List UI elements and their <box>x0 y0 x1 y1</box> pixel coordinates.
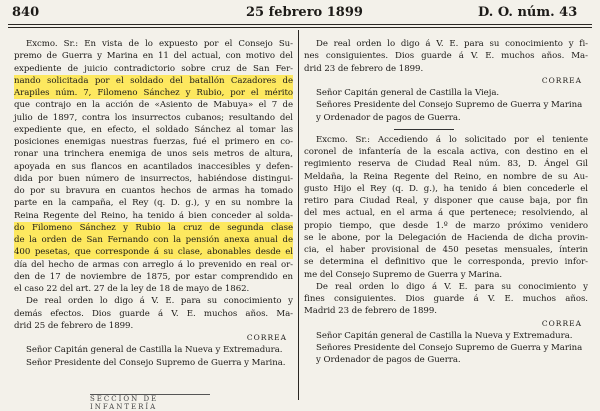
text-line: julio de 1897, contra los insurrectos cubanos; resultando del <box>14 112 293 123</box>
left-column <box>14 38 293 369</box>
header-rule-top <box>8 24 592 25</box>
addressee-line: Señor Capitán general de Castilla la Nueva y Extremadura. <box>316 330 573 341</box>
text-line-highlighted: de la orden de San Fernando con la pensión anexa anual de <box>14 235 293 245</box>
addressee-line: Señores Presidente del Consejo Supremo de Guerra y Marina <box>316 343 583 353</box>
addressee-line: y Ordenador de pagos de Guerra. <box>316 112 461 123</box>
text-line: el caso 22 del art. 27 de la ley de 18 de mayo de 1862. <box>14 284 250 294</box>
text-line: drid 23 de febrero de 1899. <box>304 63 424 74</box>
text-line: apoyada en sus flancos en acantilados inaccesibles y defen- <box>14 161 293 172</box>
text-line: ronar una trinchera enemiga de unos seis metros de altura, <box>14 149 293 160</box>
text-line: De real orden lo digo á V. E. para su conocimiento y <box>316 281 588 292</box>
decree-divider <box>304 124 588 134</box>
addressee-line: Señor Capitán general de Castilla la Vieja. <box>316 88 500 98</box>
text-line: regimiento reserva de Ciudad Real núm. 83, D. Ángel Gil <box>304 159 588 170</box>
section-heading-cut: SECCIÓN DE INFANTERÍA <box>90 394 210 401</box>
text-line: nes consiguientes. Dios guarde á V. E. muchos años. Ma- <box>304 51 588 62</box>
text-line: fines consiguientes. Dios guarde á V. E. muchos años. <box>304 294 588 304</box>
text-line: De real orden lo digo á V. E. para su conocimiento y <box>26 296 293 307</box>
text-line: den de 17 de noviembre de 1875, por estar comprendido en <box>14 271 293 282</box>
decree-retiro <box>304 134 588 281</box>
text-line-highlighted: 400 pesetas, que corresponde á su clase, abonables desde el <box>14 247 293 258</box>
signature: CORREA <box>541 318 582 328</box>
addressee-line: Señor Capitán general de Castilla la Nueva y Extremadura. <box>26 345 283 356</box>
text-line-highlighted: do Filomeno Sánchez y Rubio la cruz de segunda clase <box>14 222 293 233</box>
text-line: propio tiempo, que desde 1.º de marzo próximo venidero <box>304 220 588 231</box>
text-line: parte en la campaña, el Rey (q. D. g.), y en su nombre la <box>14 198 293 209</box>
text-line: posiciones enemigas nuestras fuerzas, fué el primero en co- <box>14 137 293 147</box>
text-line-highlighted: Arapiles núm. 7, Filomeno Sánchez y Rubio, por el mérito <box>14 88 293 98</box>
text-line: expediente que, en efecto, el soldado Sánchez al tomar las <box>14 124 293 135</box>
text-line: retiro para Ciudad Real, y disponer que cause baja, por fin <box>304 196 588 206</box>
text-line: que contrajo en la acción de «Asiento de Mabuya» el 7 de <box>14 100 293 111</box>
addressee-line: Señores Presidente del Consejo Supremo de Guerra y Marina <box>316 100 583 111</box>
text-line: Excmo. Sr.: Accediendo á lo solicitado por el teniente <box>316 134 588 145</box>
text-line: me del Consejo Supremo de Guerra y Marina. <box>304 269 503 280</box>
text-line-highlighted: nando solicitada por el soldado del batallón Cazadores de <box>14 75 293 86</box>
addressee-line: Señor Presidente del Consejo Supremo de Guerra y Marina. <box>26 357 286 368</box>
header-rule-bottom <box>8 27 592 28</box>
text-line: se le abone, por la Delegación de Hacienda de dicha provin- <box>304 232 588 243</box>
text-line: día del hecho de armas con arreglo á lo prevenido en real or- <box>14 259 293 270</box>
text-line: se determina el definitivo que le corresponda, previo infor- <box>304 257 588 268</box>
text-line: coronel de infantería de la escala activa, con destino en el <box>304 147 588 157</box>
page-number: 840 <box>12 5 40 20</box>
text-line: Madrid 23 de febrero de 1899. <box>304 306 437 317</box>
page-header <box>0 0 600 24</box>
text-line: Meldaña, la Reina Regente del Reino, en nombre de su Au- <box>304 171 588 182</box>
decree-closing <box>304 38 588 75</box>
issue-number: D. O. núm. 43 <box>478 5 578 20</box>
text-line: drid 25 de febrero de 1899. <box>14 320 134 331</box>
addressee-line: y Ordenador de pagos de Guerra. <box>316 355 461 366</box>
text-line: expediente de juicio contradictorio sobre cruz de San Fer- <box>14 63 293 74</box>
right-column <box>304 38 588 367</box>
signature: CORREA <box>541 75 582 85</box>
text-line: cia, el haber provisional de 450 pesetas mensuales, ínterin <box>304 245 588 255</box>
text-line: Excmo. Sr.: En vista de lo expuesto por el Consejo Su- <box>26 39 293 49</box>
text-line: dida por buen número de insurrectos, habiéndose distingui- <box>14 173 293 184</box>
text-line: gusto Hijo el Rey (q. D. g.), ha tenido á bien concederle el <box>304 183 588 194</box>
text-line: Reina Regente del Reino, ha tenido á bien conceder al solda- <box>14 210 293 221</box>
decree-closing <box>14 295 293 332</box>
text-line: demás efectos. Dios guarde á V. E. muchos años. Ma- <box>14 308 293 319</box>
text-line: premo de Guerra y Marina en 11 del actual, con motivo del <box>14 51 293 62</box>
decree-cruz-san-fernando <box>14 38 293 295</box>
issue-date: 25 febrero 1899 <box>246 5 363 20</box>
text-line: De real orden lo digo á V. E. para su conocimiento y fi- <box>316 39 588 49</box>
text-line: do por su bravura en cuantos hechos de armas ha tomado <box>14 186 293 196</box>
column-separator <box>298 30 299 400</box>
text-line: del mes actual, en el arma á que pertenece; resolviendo, al <box>304 208 588 219</box>
decree-closing <box>304 281 588 318</box>
signature: CORREA <box>246 333 287 342</box>
